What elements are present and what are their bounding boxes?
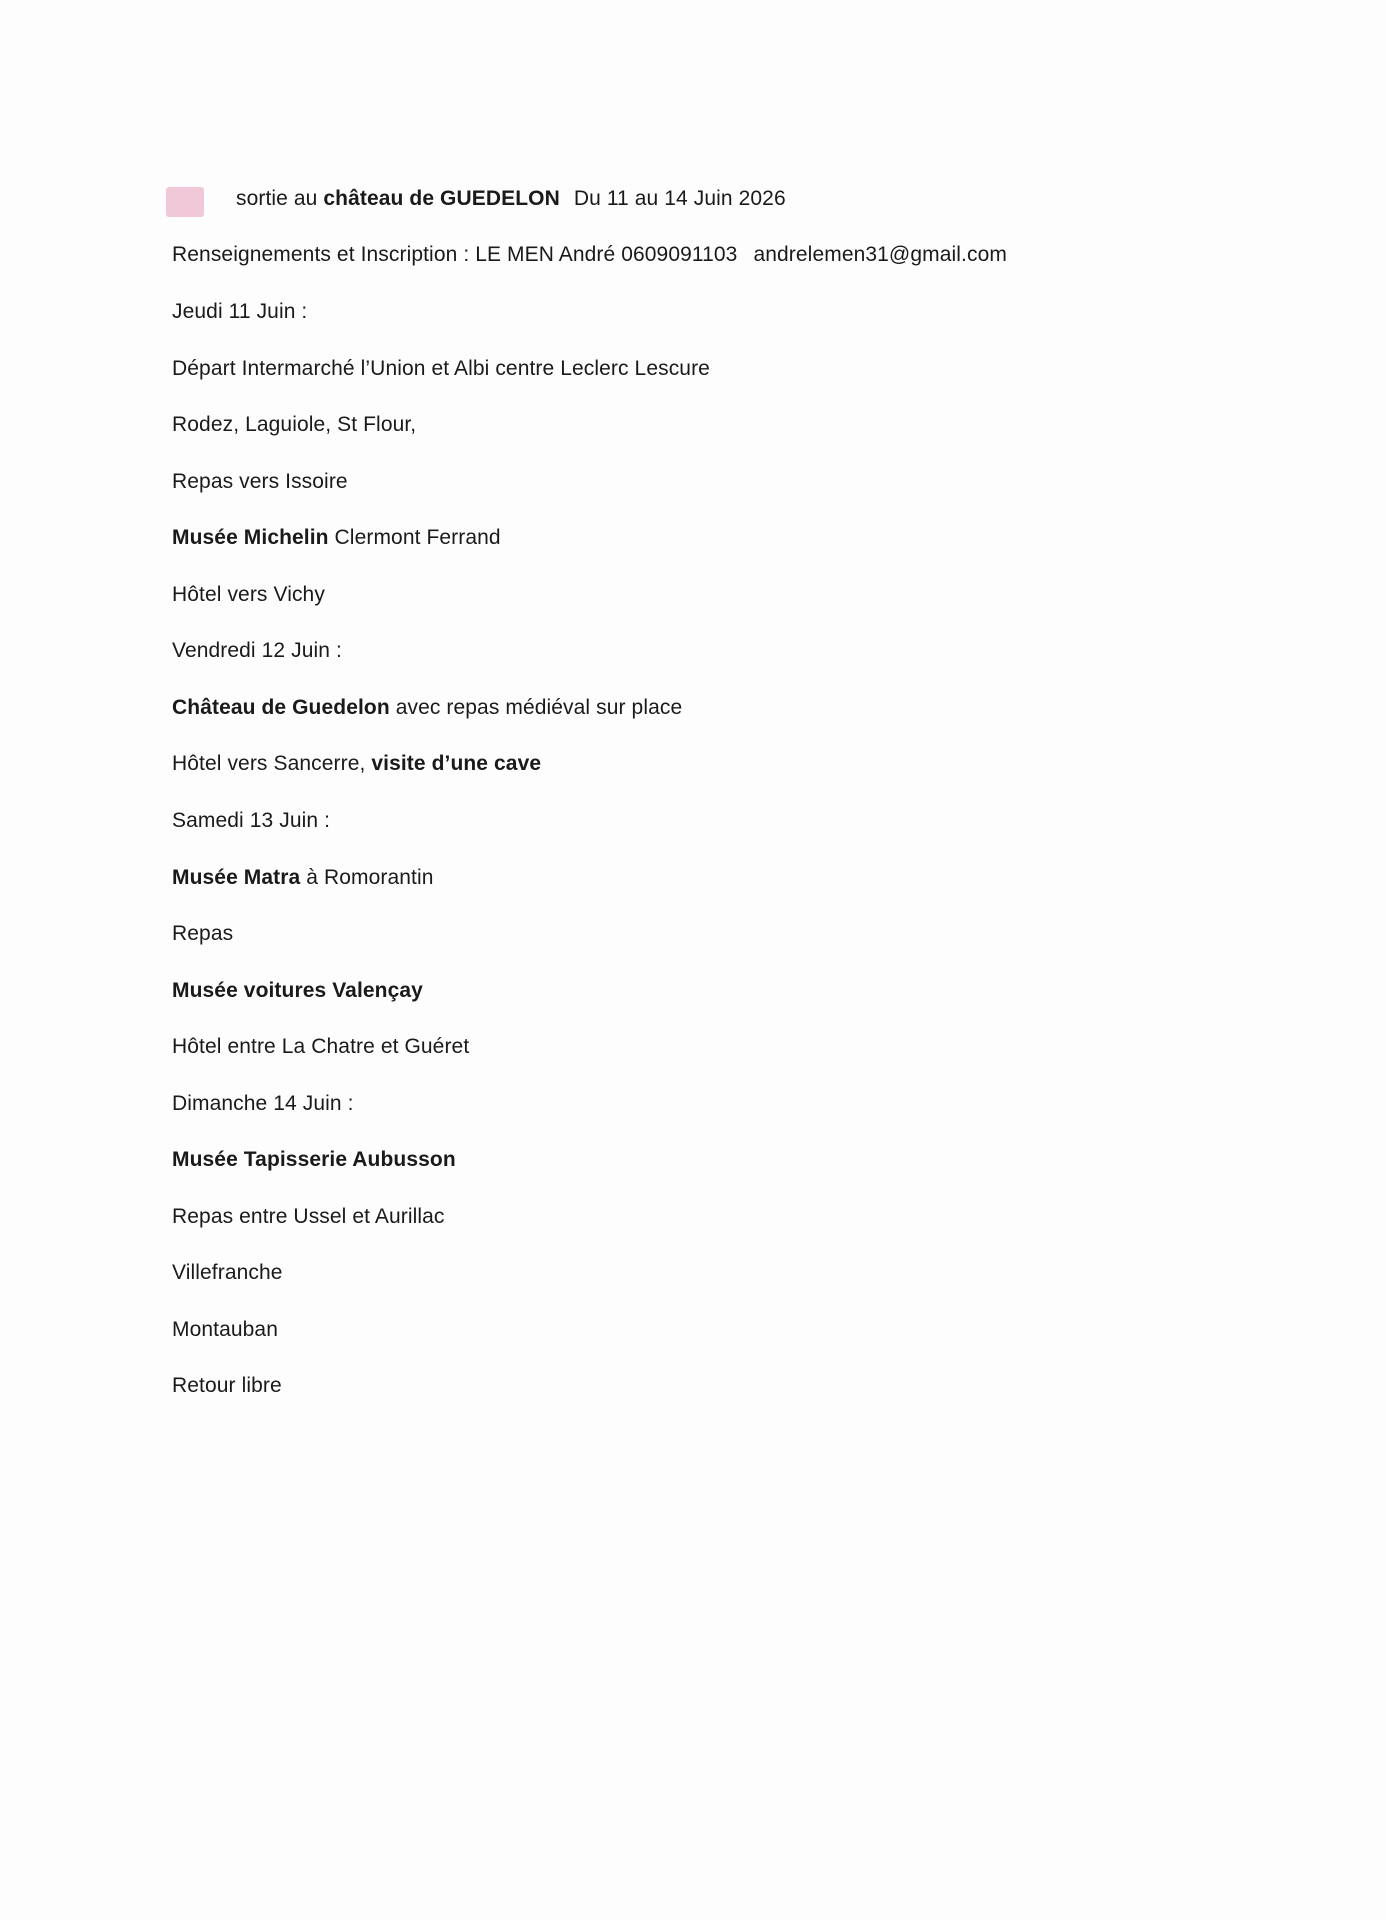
day-4-line-5: Retour libre	[172, 1374, 282, 1397]
day-1-line-4-rest: Clermont Ferrand	[328, 526, 501, 549]
contact-label: Renseignements et Inscription : LE MEN André 0609091103	[172, 243, 738, 266]
day-2-line-1-bold: Château de Guedelon	[172, 696, 390, 719]
redaction-mark	[166, 187, 204, 217]
day-2-line-2-bold: visite d’une cave	[371, 752, 542, 775]
contact-email: andrelemen31@gmail.com	[753, 243, 1007, 266]
day-1-line-3: Repas vers Issoire	[172, 470, 348, 493]
day-1-line-1: Départ Intermarché l’Union et Albi centre Leclerc Lescure	[172, 357, 710, 380]
day-4-line-1: Musée Tapisserie Aubusson	[172, 1148, 456, 1171]
day-1-title: Jeudi 11 Juin :	[172, 300, 308, 323]
day-3-line-4: Hôtel entre La Chatre et Guéret	[172, 1035, 470, 1058]
title-place: château de GUEDELON	[323, 187, 560, 210]
day-4-line-4: Montauban	[172, 1318, 278, 1341]
day-4-title: Dimanche 14 Juin :	[172, 1092, 354, 1115]
day-1-line-2: Rodez, Laguiole, St Flour,	[172, 413, 417, 436]
day-1-line-4	[172, 524, 501, 552]
day-3-line-3: Musée voitures Valençay	[172, 979, 423, 1002]
title-prefix: sortie au	[236, 187, 318, 210]
day-3-line-2: Repas	[172, 922, 234, 945]
day-4-line-2: Repas entre Ussel et Aurillac	[172, 1205, 445, 1228]
day-2-line-2	[172, 750, 541, 778]
day-2-line-1	[172, 694, 682, 722]
document-title	[236, 185, 786, 213]
title-dates: Du 11 au 14 Juin 2026	[573, 187, 786, 210]
day-2-line-1-rest: avec repas médiéval sur place	[389, 696, 683, 719]
day-3-line-1-bold: Musée Matra	[172, 866, 301, 889]
day-3-title: Samedi 13 Juin :	[172, 809, 331, 832]
day-3-line-1	[172, 864, 434, 892]
day-4-line-3: Villefranche	[172, 1261, 283, 1284]
day-2-line-2-start: Hôtel vers Sancerre,	[172, 752, 372, 775]
day-1-line-4-bold: Musée Michelin	[172, 526, 329, 549]
day-3-line-1-rest: à Romorantin	[300, 866, 434, 889]
day-2-title: Vendredi 12 Juin :	[172, 639, 342, 662]
contact-line	[172, 241, 1007, 269]
day-1-line-5: Hôtel vers Vichy	[172, 583, 325, 606]
